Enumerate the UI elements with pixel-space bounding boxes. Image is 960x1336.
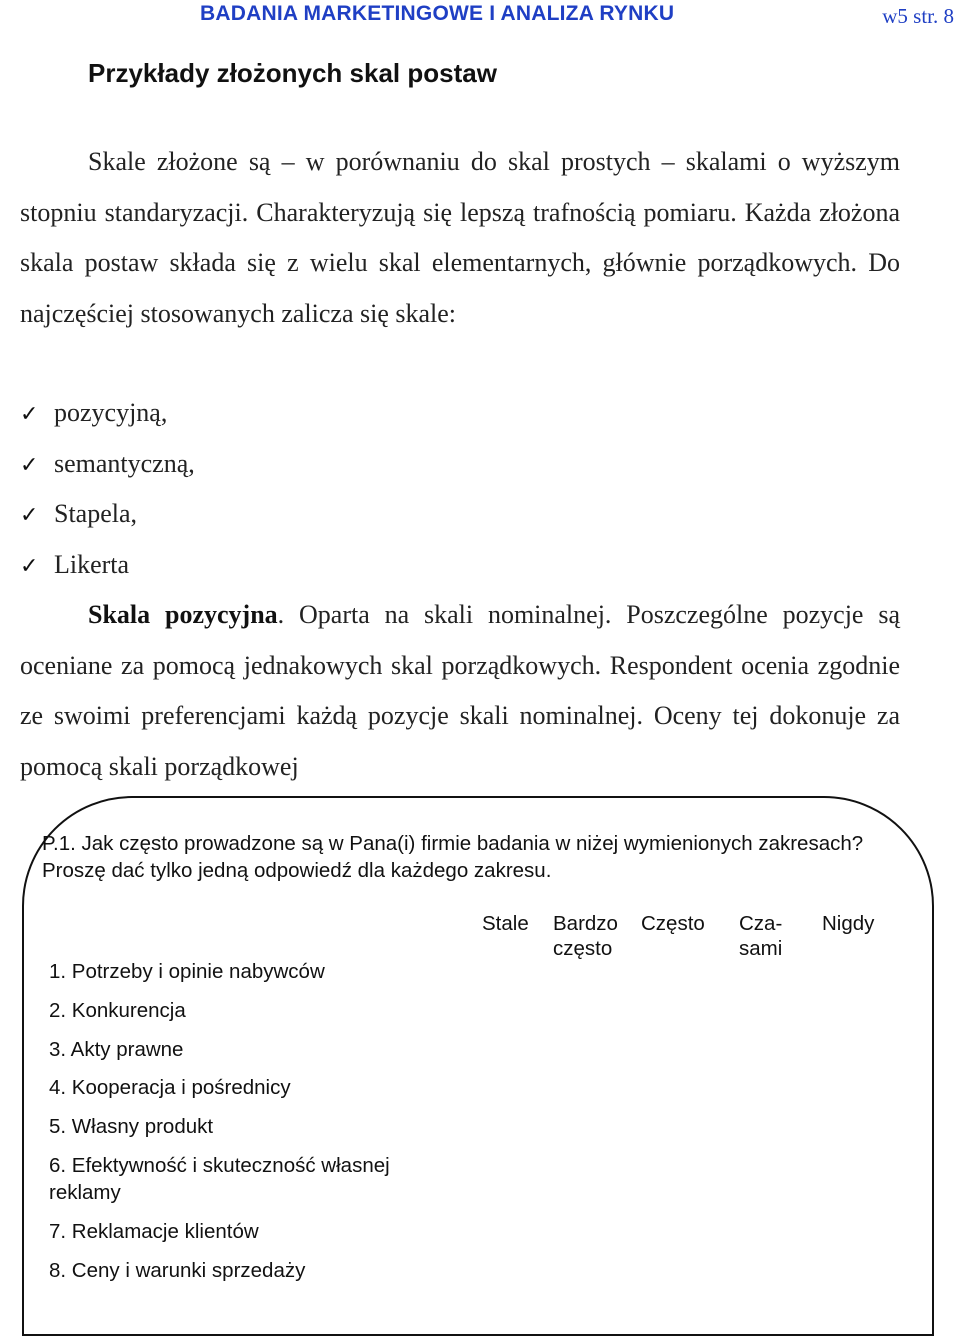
research-area-item: 7. Reklamacje klientów: [49, 1219, 259, 1243]
column-header-czesto: Często: [641, 912, 705, 935]
checklist-item-label: semantyczną,: [54, 448, 195, 478]
checkmark-icon: ✓: [20, 402, 39, 427]
checkmark-icon: ✓: [20, 452, 39, 478]
column-header-czasami: Cza-sami: [739, 912, 783, 960]
running-header-title: BADANIA MARKETINGOWE I ANALIZA RYNKU: [200, 2, 675, 25]
checklist-item-label: pozycyjną,: [54, 398, 168, 427]
positional-scale-paragraph: [20, 590, 900, 792]
page-number: w5 str. 8: [882, 4, 954, 28]
positional-scale-term: Skala pozycyjna: [88, 600, 278, 629]
section-title: Przykłady złożonych skal postaw: [88, 58, 497, 88]
checkmark-icon: ✓: [20, 503, 39, 528]
checklist-item: [20, 489, 195, 540]
example-question: P.1. Jak często prowadzone są w Pana(i) firmie badania w niżej wymienionych zakresach? Proszę dać tylko jedną odpowiedź dla każdego zakresu.: [42, 832, 864, 882]
checklist-item: [20, 540, 195, 591]
scale-checklist: [20, 388, 195, 590]
column-header-stale: Stale: [482, 912, 529, 935]
research-area-item: 5. Własny produkt: [49, 1115, 214, 1139]
research-area-list: [49, 958, 449, 1296]
checklist-item-label: Stapela,: [54, 499, 138, 528]
checkmark-icon: ✓: [20, 553, 39, 579]
column-header-bardzo-czesto: Bardzo często: [553, 912, 618, 960]
column-header-nigdy: Nigdy: [822, 912, 875, 935]
checklist-item: [20, 388, 195, 439]
intro-paragraph: Skale złożone są – w porównaniu do skal prostych – skalami o wyższym stopniu standaryzacji. Charakteryzują się lepszą trafnością pomiaru. Każda złożona skala postaw składa się z wielu skal elementarnych, głównie porządkowych. Do najczęściej stosowanych zalicza się skale:: [20, 147, 900, 328]
checklist-item: [20, 439, 195, 490]
research-area-item: 6. Efektywność i skuteczność własnej reklamy: [49, 1153, 390, 1205]
research-area-item: 1. Potrzeby i opinie nabywców: [49, 960, 325, 983]
positional-scale-text: . Oparta na skali nominalnej. Poszczególne pozycje są oceniane za pomocą jednakowych skal porządkowych. Respondent ocenia zgodnie ze swoimi preferencjami każdą pozycje skali nominalnej. Oceny tej dokonuje za pomocą skali porządkowej: [20, 600, 900, 781]
research-area-item: 8. Ceny i warunki sprzedaży: [49, 1258, 306, 1282]
checklist-item-label: Likerta: [54, 549, 130, 579]
research-area-item: 3. Akty prawne: [49, 1037, 184, 1061]
research-area-item: 4. Kooperacja i pośrednicy: [49, 1076, 291, 1100]
research-area-item: 2. Konkurencja: [49, 998, 186, 1022]
